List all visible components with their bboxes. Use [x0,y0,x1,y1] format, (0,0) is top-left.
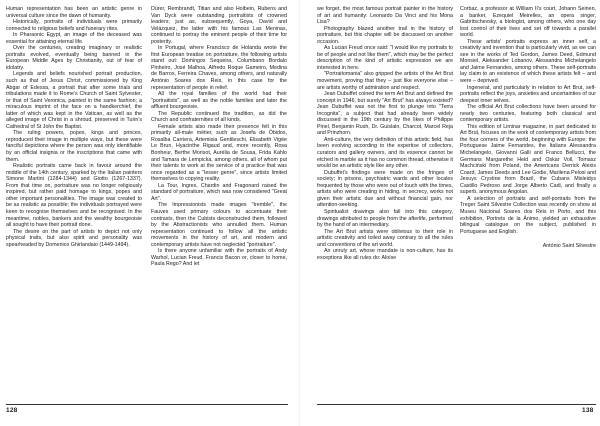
paragraph: Anti-culture, the very definition of this artistic field, has been evolving according to the expertise of collectors, curators and gallery owners, and its essence cannot be etched in marble as it has no common thread, otherwise it would be an artistic style like any other. [317,136,453,170]
paragraph: Jean Dubuffet coined the term Art Brut and defined the concept in 1946, but surely "Art Brut" has always existed? Jean Dubuffet was not the first to plunge into "Terra Incognita", a subject that had already been widely discussed in the 19th century by the likes of Philippe Pinel, Benjamin Rush, Dr. Guislain, Charcot, Marcel Reja and Prinzhorn. [317,91,453,137]
page-number-right: 138 [582,407,594,414]
footer-rule-left [6,404,288,405]
paragraph: Corbaz, a professor at William II's court, Johann Seinen, a banker, Ezequiel Meirelles, an opera singer, Gabritschevsky, a biologist, among others, who one day lost control of their lives and set off towards a parallel world. [460,6,596,39]
paragraph: The Republic continued the tradition, as did the Church and confraternities of all kinds. [151,110,287,124]
paragraph: The official Art Brut collections have been around for nearly two centuries, featuring both classical and contemporary artists. [460,104,596,124]
paragraph: An unruly art, whose mandate is non-culture, has its exceptions like all rules do: Aloïse [317,248,453,261]
paragraph: These artists' portraits express an inner self, a creativity and invention that is particularly vivid, as we can see in the works of Ted Gordon, James Deed, Edmund Monsiel, Aleksander Lobanov, Alessandra Michelangelo and Jaime Fernandes, among others. These self-portraits lay claim to an existence of which these artists felt – and were – deprived. [460,38,596,85]
paragraph: The Art Brut artists were oblivious to their role in artistic creativity and toiled away contrary to all the rules and conventions of the art world. [317,228,453,248]
paragraph: Female artists also made their presence felt in this primarily all-male métier, such as Josefa de Óbidos, Rosalba Carriera, Artemisia Gentileschi, Elisabeth Vigée Le Brun, Hyacinthe Rigaud and, more recently, Rosa Bonheur, Berthe Morisot, Aurélia de Sousa, Frida Kahlo and Tamara de Lempicka, among others, all of whom put their talents to work at the service of a practice that was once regarded as a "lesser genre", since artists limited themselves to copying reality. [151,123,287,183]
left-page-column-2 [151,6,287,406]
paragraph: Dubuffet's findings were made on the fringes of society; in prisons, psychiatric wards and other locales frequented by those who were out of touch with the times, artists who were creating in hiding, in secrecy, works not given their artistic due and without financial gain, nor attention-seeking. [317,169,453,209]
paragraph: A selection of portraits and self-portraits from the Treger Saint Silvestre Collection was recently on show at Museu Nacional Soares dos Reis in Porto, and this exhibition, Portrets de la Ânimo, yielded an exhaustive bilingual catalogue on the subject, published in Portuguese and English. [460,195,596,235]
footer-rule-right [317,404,596,405]
right-page-column-1 [317,6,453,406]
page-gutter [299,0,300,426]
author-signature: António Saint Silvestre [542,243,596,250]
paragraph: Ingenerat, and particularly in relation to Art Brut, self-portraits reflect the joys, anxieties and uncertainties of our deepest inner selves. [460,84,596,104]
paragraph: In Pharaonic Egypt, an image of the deceased was essential for attaining eternal life. [6,32,142,45]
paragraph: we forget, the most famous portrait painter in the history of art and humanity: Leonardo Da Vinci and his Mona Lisa? [317,6,453,26]
paragraph: Dürer, Rembrandt, Titian and also Holbein, Rubens and Van Dyck were outstanding portraitists of crowned leaders; just as, subsequently, Goya, David and Velázquez, the latter with his famous Las Meninas, continued to portray the eminent people of their time for posterity. [151,6,287,45]
paragraph: La Tour, Ingres, Chardin and Fragonard raised the standard of portraiture, which was now considered "Great Art". [151,182,287,202]
right-page-column-2 [460,6,596,406]
paragraph: All the royal families of the world had their "portraitists", as well as the noble families and later the affluent bourgeoisie. [151,91,287,111]
paragraph: As Lucian Freud once said: "I would like my portraits to be of people and not like them", which may be the perfect description of the kind of artistic expression we are interested in here. [317,45,453,71]
paragraph: Is there anyone unfamiliar with the portraits of Andy Warhol, Lucian Freud, Francis Bacon or, closer to home, Paula Rego? And let [151,248,287,268]
paragraph: The Impressionists made images "tremble", the Fauves used primary colours to accentuate their contrasts, then the Cubists deconstructed them, followed by the Abstractionists who annulled them. Human representation continued to follow all the artistic movements in the history of art, and modern and contemporary artists have not neglected "portraiture". [151,202,287,248]
paragraph: Legends and beliefs nourished portrait production, such as that of Jesus Christ, commissioned by King Abgar of Edessa, a portrait that after some trials and tribulations made it to Rome's Church of Saint Sylvester, or that of Saint Veronica, painted in the same fashion; a miraculous imprint of the face on a handkerchief, the latter of which was kept in the Vatican, as well as the alleged image of Christ in a shroud, preserved in Turin's Cathedral of St John the Baptist. [6,71,142,130]
left-page-column-1 [6,6,142,406]
paragraph: Historically, portraits of individuals were primarily connected to religious beliefs and funerary rites. [6,19,142,32]
paragraph: "Portraitomania" also gripped the artists of the Art Brut movement, proving that they – just like everyone else – are artists worthy of admiration and respect. [317,71,453,91]
paragraph: In Portugal, where Francisco de Holanda wrote the first European treatise on portraiture, the following artists stand out: Domingos Sequeira, Columbano Bordalo Pinheiro, José Malhoa, Alfredo Roque Gameiro, Medina de Barros, Ferreira Chaves, among others, and naturally António Soares dos Reis, in this case for the representation of people in relief. [151,45,287,91]
paragraph: Over the centuries, creating imaginary or realistic portraits evolved, eventually being banned in the European Middle Ages by Christianity, out of fear of idolatry. [6,45,142,71]
paragraph: This edition of Liminar magazine, in part dedicated to Art Brut, focuses on the work of contemporary artists from the four corners of the world, beginning with Europe: the Portuguese Jaime Fernandes, the Italians Alessandra Michelangelo, Giovanni Galli and Franco Bellucci, the Germans Margarethe Held and Oskar Voll, Tomasz Machciński from Poland, the Americans Derrick Alexis Coard, James Deeds and Lee Godie, Marilena Pelosi and Jesuys Crystine from Brazil, the Cubans Misleidys Castillo Pedroso and Jorge Alberto Cadi, and finally a superb, anonymous Angolan. [460,123,596,196]
paragraph: Realistic portraits came back in favour around the middle of the 14th century, sparked by the Italian painters Simone Martini (1284-1344) and Giotto (1267-1337). From that time on, portraiture was no longer religiously inspired, but rather paid homage to kings, popes and other important personalities. The image was created to be as realistic as possible; the individuals portrayed were keen to recognise themselves and be recognised. In the meantime, nobles, bankers and the wealthy bourgeoisie all sought to have their portrait done. [6,163,142,229]
paragraph: Human representation has been an artistic genre in universal culture since the dawn of humanity. [6,6,142,19]
paragraph: Spiritualist drawings also fall into this category, drawings attributed to people from the afterlife, performed by the hand of an intermediary. [317,208,453,229]
paragraph: Photography blazed another trail in the history of portraiture, but this chapter will be discussed on another occasion. [317,25,453,45]
paragraph: The ruling powers, popes, kings and princes, reproduced their image in multiple ways, but these were fanciful depictions where the person was only identifiable by an official insignia or the inscriptions that came with them. [6,130,142,163]
paragraph: The desire on the part of artists to depict not only physical traits, but also spirit and personality was spearheaded by Domenico Ghirlandaio (1449-1494). [6,228,142,248]
page-number-left: 128 [6,407,18,414]
